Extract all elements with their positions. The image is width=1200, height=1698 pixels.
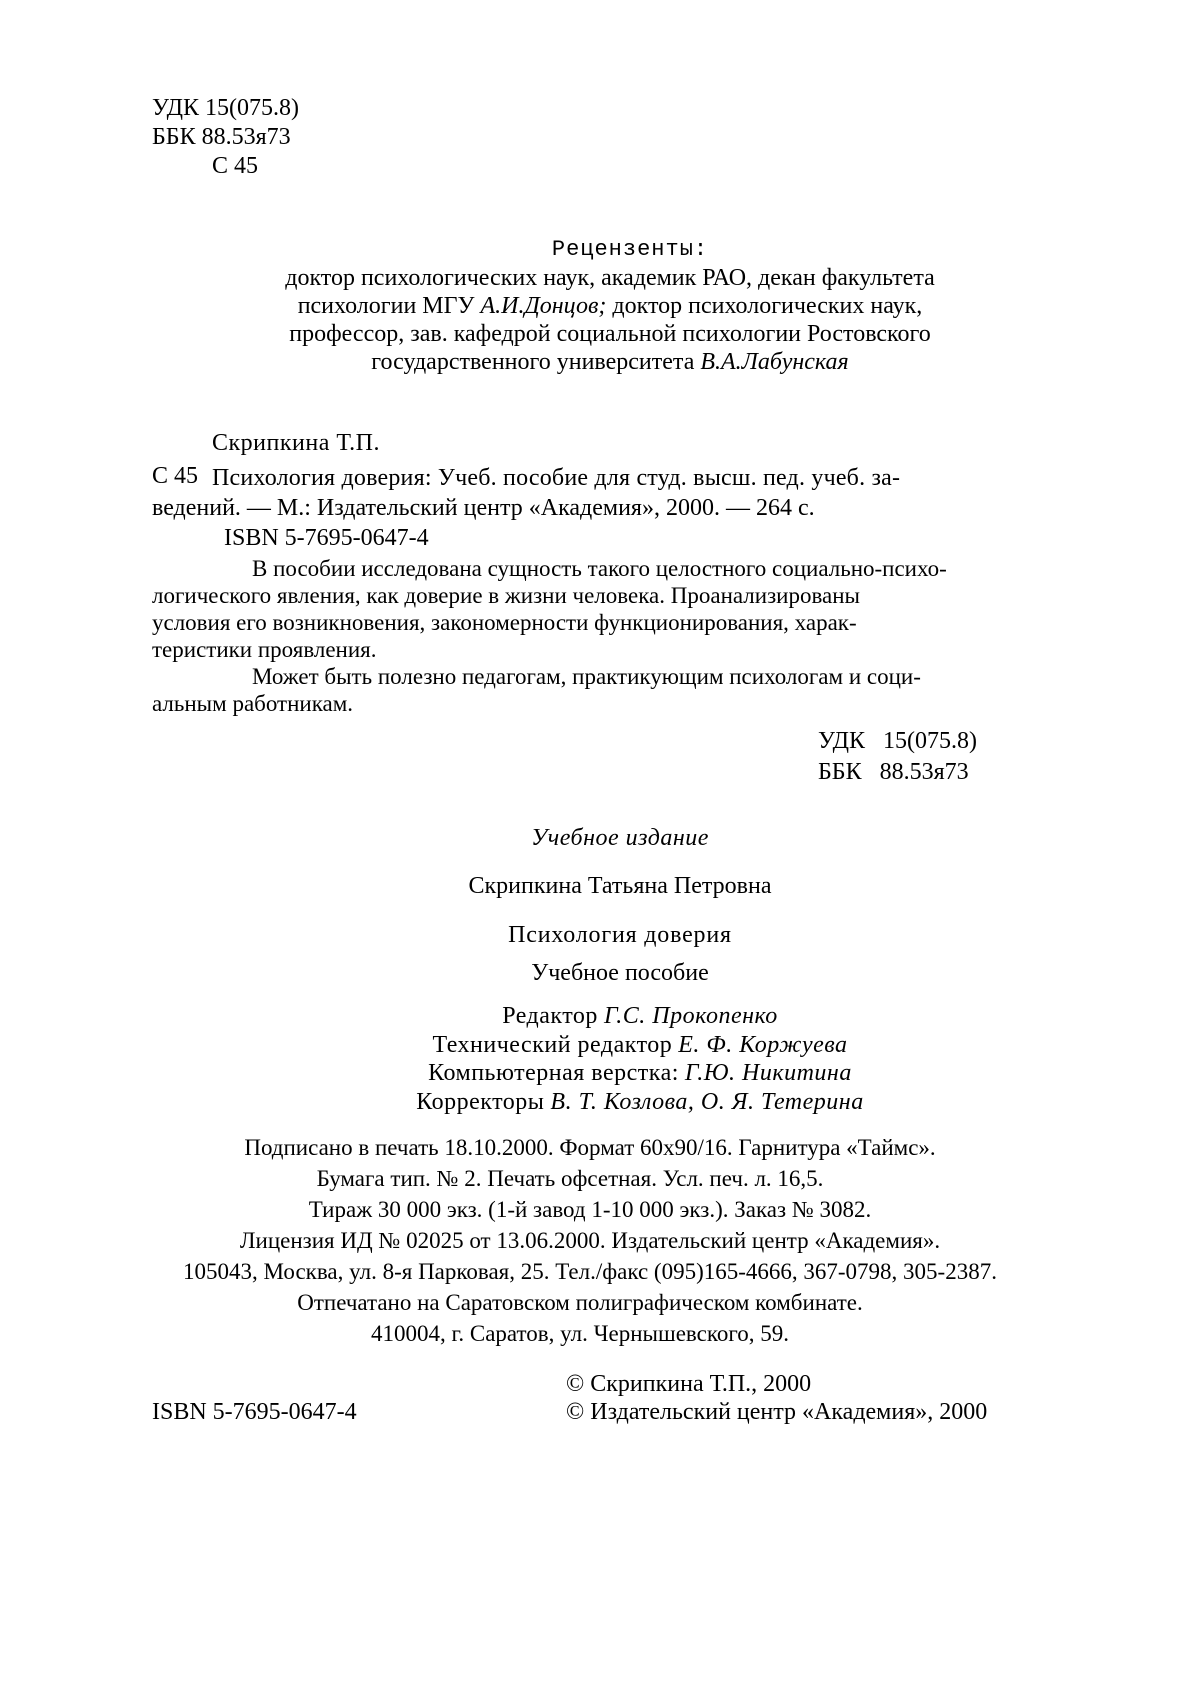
footer-copyright-2: © Издательский центр «Академия», 2000 (566, 1399, 988, 1425)
print-line-6: Отпечатано на Саратовском полиграфическом комбинате. (297, 1290, 863, 1315)
footer-isbn: ISBN 5-7695-0647-4 (152, 1399, 357, 1425)
staff-tech-editor (280, 1031, 1000, 1060)
reviewer-name-1: А.И.Донцов; (480, 293, 607, 319)
reviewer-name-2: В.А.Лабунская (700, 349, 849, 375)
bib-title-line-2: ведений. — М.: Издательский центр «Академия», 2000. — 264 с. (152, 495, 815, 521)
abstract-p2-line-1: Может быть полезно педагогам, практикующим психологам и соци- (252, 664, 921, 689)
classification-right (818, 726, 977, 788)
reviewer-line-2a: психологии МГУ (297, 293, 475, 319)
udk-code: УДК 15(075.8) (152, 95, 299, 121)
udk-right-label: УДК (818, 728, 865, 754)
staff-layout-role: Компьютерная верстка: (428, 1060, 679, 1086)
abstract-p1-line-1: В пособии исследована сущность такого целостного социально-психо- (252, 556, 947, 581)
reviewer-line-2 (180, 292, 1040, 320)
abstract-p1-line-3: условия его возникновения, закономерности функционирования, харак- (152, 610, 857, 635)
staff-block (280, 1002, 1000, 1116)
staff-editor-name: Г.С. Прокопенко (603, 1003, 778, 1029)
staff-layout-name: Г.Ю. Никитина (684, 1060, 852, 1086)
bbk-right-value: 88.53я73 (879, 759, 969, 785)
abstract-p1-line-4: теристики проявления. (152, 637, 377, 662)
print-line-4: Лицензия ИД № 02025 от 13.06.2000. Издательский центр «Академия». (239, 1228, 941, 1253)
bbk-right (818, 757, 977, 788)
book-subtitle: Учебное пособие (531, 960, 709, 986)
reviewer-line-3: профессор, зав. кафедрой социальной психологии Ростовского (289, 321, 931, 347)
bbk-code: ББК 88.53я73 (152, 124, 291, 150)
staff-layout (280, 1059, 1000, 1088)
abstract-p2-line-2: альным работникам. (152, 691, 354, 716)
footer-copyright-1: © Скрипкина Т.П., 2000 (566, 1371, 812, 1397)
reviewer-line-1: доктор психологических наук, академик РАО, декан факультета (285, 265, 935, 291)
edition-type: Учебное издание (531, 825, 709, 851)
staff-proofreaders-name: В. Т. Козлова, О. Я. Тетерина (550, 1088, 864, 1115)
staff-tech-editor-name: Е. Ф. Коржуева (678, 1031, 848, 1058)
udk-right (818, 726, 977, 757)
print-line-5: 105043, Москва, ул. 8-я Парковая, 25. Тел./факс (095)165-4666, 367-0798, 305-2387. (183, 1259, 997, 1284)
bib-title-line-1: Психология доверия: Учеб. пособие для студ. высш. пед. учеб. за- (212, 465, 901, 491)
abstract-p1-line-2: логического явления, как доверие в жизни человека. Проанализированы (152, 583, 861, 608)
reviewers-heading: Рецензенты: (551, 237, 709, 262)
bib-code: С 45 (152, 463, 199, 489)
bbk-right-label: ББК (818, 759, 862, 785)
print-line-7: 410004, г. Саратов, ул. Чернышевского, 59. (371, 1321, 789, 1346)
author-mark: С 45 (212, 153, 259, 179)
bib-author: Скрипкина Т.П. (212, 430, 380, 456)
reviewers-block (180, 236, 1040, 376)
author-full: Скрипкина Татьяна Петровна (468, 873, 772, 899)
reviewer-line-4 (180, 348, 1040, 376)
print-line-1: Подписано в печать 18.10.2000. Формат 60х90/16. Гарнитура «Таймс». (244, 1135, 936, 1160)
udk-right-value: 15(075.8) (882, 728, 977, 754)
print-details (140, 1132, 1040, 1349)
abstract-block (152, 555, 990, 717)
print-line-2: Бумага тип. № 2. Печать офсетная. Усл. печ. л. 16,5. (316, 1166, 824, 1191)
staff-proofreaders (280, 1088, 1000, 1117)
reviewer-line-2b: доктор психологических наук, (612, 293, 923, 319)
staff-proofreaders-role: Корректоры (416, 1088, 545, 1115)
reviewer-line-4a: государственного университета (371, 349, 695, 375)
staff-tech-editor-role: Технический редактор (432, 1031, 673, 1058)
book-title: Психология доверия (508, 922, 732, 948)
print-line-3: Тираж 30 000 экз. (1-й завод 1-10 000 экз.). Заказ № 3082. (308, 1197, 872, 1222)
staff-editor-role: Редактор (502, 1003, 598, 1029)
staff-editor (280, 1002, 1000, 1031)
classification-block (152, 94, 299, 181)
bib-isbn: ISBN 5-7695-0647-4 (224, 525, 429, 551)
